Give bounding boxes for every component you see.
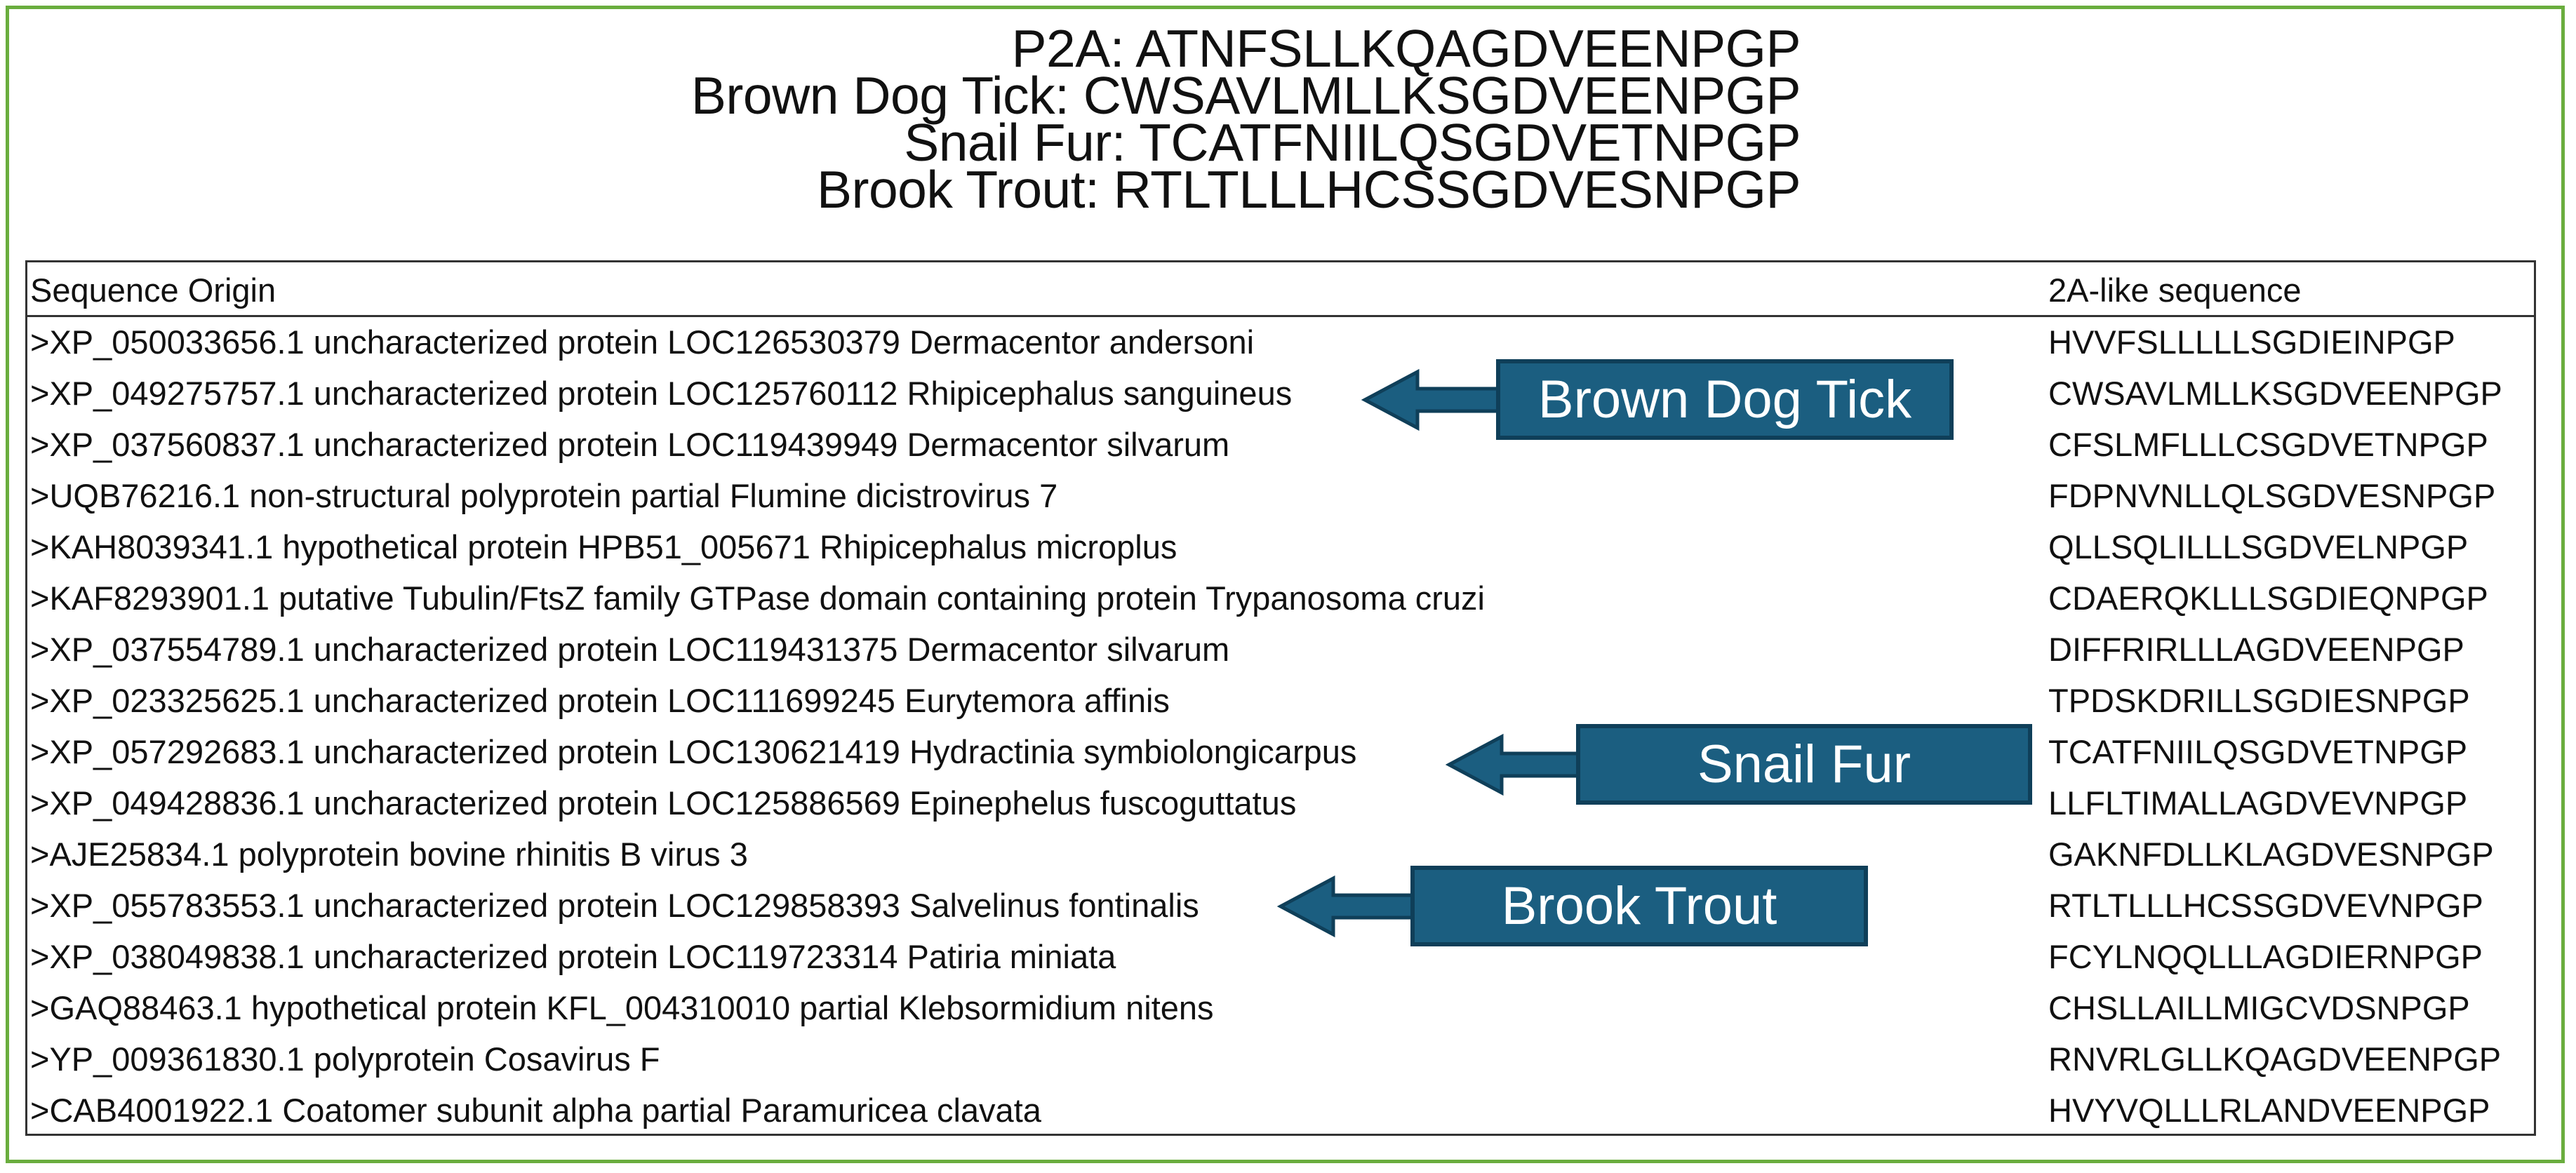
table-row-sequence: RNVRLGLLKQAGDVEENPGP [2048,1040,2502,1078]
table-row-sequence: DIFFRIRLLLAGDVEENPGP [2048,631,2464,668]
table-row-sequence: CDAERQKLLLSGDIEQNPGP [2048,579,2488,617]
table-row-sequence: CHSLLAILLMIGCVDSNPGP [2048,989,2470,1026]
table-row-sequence: HVVFSLLLLLSGDIEINPGP [2048,323,2455,361]
table-row-origin: >KAH8039341.1 hypothetical protein HPB51_005671 Rhipicephalus microplus [30,528,1177,565]
table-row-origin: >XP_049275757.1 uncharacterized protein LOC125760112 Rhipicephalus sanguineus [30,375,1293,412]
header-line-brook-trout: Brook Trout: RTLTLLLHCSSGDVESNPGP [816,160,1801,219]
table-row-origin: >YP_009361830.1 polyprotein Cosavirus F [30,1040,660,1078]
callout-brown-dog-tick: Brown Dog Tick [1496,359,1954,440]
table-header-divider [27,315,2534,317]
table-row-origin: >XP_037560837.1 uncharacterized protein LOC119439949 Dermacentor silvarum [30,426,1230,463]
table-row-sequence: FCYLNQQLLLAGDIERNPGP [2048,938,2483,975]
table-row-sequence: CFSLMFLLLCSGDVETNPGP [2048,426,2488,463]
header-line-p2a: P2A: ATNFSLLKQAGDVEENPGP [1011,19,1801,78]
table-row-origin: >XP_057292683.1 uncharacterized protein LOC130621419 Hydractinia symbiolongicarpus [30,733,1357,770]
table-row-sequence: TCATFNIILQSGDVETNPGP [2048,733,2468,770]
table-row-origin: >GAQ88463.1 hypothetical protein KFL_004310010 partial Klebsormidium nitens [30,989,1214,1026]
table-row-origin: >CAB4001922.1 Coatomer subunit alpha partial Paramuricea clavata [30,1092,1041,1129]
table-row-origin: >XP_023325625.1 uncharacterized protein LOC111699245 Eurytemora affinis [30,682,1170,719]
table-row-sequence: QLLSQLILLLSGDVELNPGP [2048,528,2469,565]
callout-brook-trout: Brook Trout [1410,866,1868,946]
table-row-sequence: FDPNVNLLQLSGDVESNPGP [2048,477,2496,514]
sequence-table [25,260,2536,1136]
arrow-left-icon [1361,365,1502,435]
table-row-sequence: HVYVQLLLRLANDVEENPGP [2048,1092,2490,1129]
table-row-sequence: LLFLTIMALLAGDVEVNPGP [2048,784,2468,822]
header-sequences [690,19,1801,219]
table-row-origin: >AJE25834.1 polyprotein bovine rhinitis B virus 3 [30,836,748,873]
column-header-origin: Sequence Origin [30,272,276,309]
table-row-origin: >XP_037554789.1 uncharacterized protein LOC119431375 Dermacentor silvarum [30,631,1230,668]
table-row-sequence: CWSAVLMLLKSGDVEENPGP [2048,375,2502,412]
table-row-origin: >UQB76216.1 non-structural polyprotein partial Flumine dicistrovirus 7 [30,477,1058,514]
callout-snail-fur: Snail Fur [1576,724,2032,805]
header-line-snail-fur: Snail Fur: TCATFNIILQSGDVETNPGP [904,113,1801,172]
header-line-brown-dog-tick: Brown Dog Tick: CWSAVLMLLKSGDVEENPGP [690,66,1801,125]
table-row-origin: >XP_038049838.1 uncharacterized protein LOC119723314 Patiria miniata [30,938,1116,975]
table-row-sequence: TPDSKDRILLSGDIESNPGP [2048,682,2470,719]
table-row-origin: >XP_055783553.1 uncharacterized protein LOC129858393 Salvelinus fontinalis [30,887,1199,924]
table-row-origin: >XP_050033656.1 uncharacterized protein LOC126530379 Dermacentor andersoni [30,323,1255,361]
table-row-origin: >KAF8293901.1 putative Tubulin/FtsZ family GTPase domain containing protein Trypanosoma cruzi [30,579,1486,617]
column-header-sequence: 2A-like sequence [2048,272,2302,309]
table-row-sequence: RTLTLLLHCSSGDVEVNPGP [2048,887,2483,924]
arrow-left-icon [1277,871,1417,941]
arrow-left-icon [1446,730,1586,800]
table-row-sequence: GAKNFDLLKLAGDVESNPGP [2048,836,2494,873]
table-row-origin: >XP_049428836.1 uncharacterized protein LOC125886569 Epinephelus fuscoguttatus [30,784,1297,822]
